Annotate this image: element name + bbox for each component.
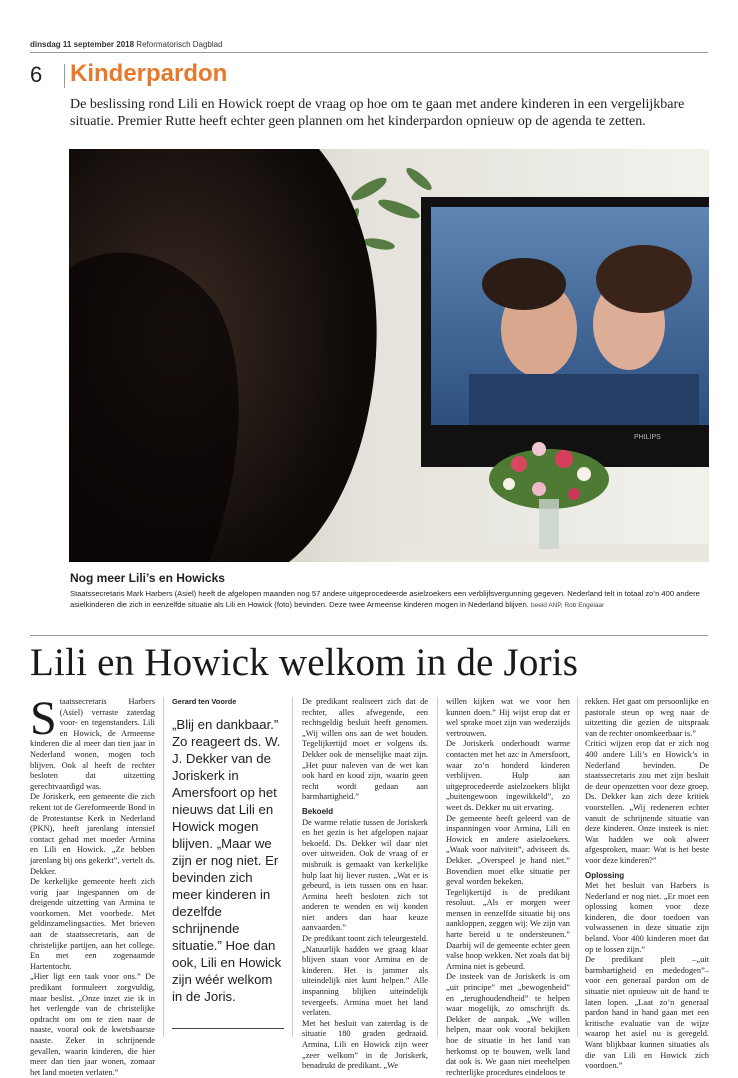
caption-text: Staatssecretaris Mark Harbers (Asiel) heeft de afgelopen maanden nog 57 andere uitgeprocedeerde asielzoekers een verblijfsvergunning gegeven. Nederland telt in totaal zo’n 400 andere asielkinderen die zich in eenzelfde situatie als Lili en Howick (foto) bevinden. Deze twee Armeense kinderen mogen in Nederland blijven. [70,589,700,609]
quote-rule [172,1028,284,1029]
body-paragraph: Met het besluit van Harbers is Nederland er nog niet. „Er moet een oplossing komen voor deze kinderen, die door toedoen van volwassenen in deze situatie zijn beland. Voor 400 kinderen moet dat op te lossen zijn.” [585,881,709,954]
column-divider [577,697,578,1037]
body-paragraph [30,692,155,792]
masthead [30,40,708,49]
subhead: Bekoeld [302,806,334,816]
masthead-date: dinsdag 11 september 2018 [30,40,135,49]
masthead-paper: Reformatorisch Dagblad [136,40,223,49]
article-column-2 [172,697,284,1005]
byline: Gerard ten Voorde [172,697,237,706]
article-column-1 [30,692,155,1078]
section-divider [64,64,65,88]
article-column-5 [585,697,709,1072]
top-rule [30,52,708,53]
body-paragraph: De predikant pleit –„uit barmhartigheid en mededogen”– voor een generaal pardon om de situatie niet opnieuw uit de hand te laten lopen. „Laat zo’n generaal pardon hand in hand gaan met een kritische evaluatie van de wijze waarop het asiel nu is geregeld. Want blijkbaar kunnen situaties als die van Lili en Howick zich voordoen.” [585,955,709,1071]
body-paragraph: De gemeente heeft geleerd van de inspanningen voor Armina, Lili en Howick en andere asielzoekers. „Waak voor naïviteit”, adviseert ds. Dekker. „Overspeel je hand niet.” Bovendien moet elke situatie per geval worden bekeken. [446,813,570,887]
article-column-3 [302,697,428,1072]
lead-quote: „Blij en dankbaar.” Zo reageert ds. W. J. Dekker van de Joriskerk in Amersfoort op het nieuws dat Lili en Howick mogen blijven. „Maar we zijn er nog niet. Er bevinden zich meer kinderen in dezelfde schrijnende situatie.” Hoe dan ook, Lili en Howick zijn wéér welkom in de Joris. [172,716,282,1004]
drop-cap: S [30,692,57,745]
news-photo [69,149,709,562]
body-paragraph: „Hier ligt een taak voor ons.” De predikant formuleert zorgvuldig, maar beslist. „Onze inzet zie ik in het verlengde van de christelijke opdracht om om te zien naar de naaste, vooral ook de kwetsbaarste naaste. Zeker in schrijnende gevallen, waarin kinderen, die hier meer dan tien jaar wonen, zomaar het land moeten verlaten.” [30,972,155,1077]
body-paragraph: De Joriskerk, een gemeente die zich rekent tot de Gereformeerde Bond in de Protestantse Kerk in Nederland (PKN), heeft jarenlang intensief contact gehad met moeder Armina en Lili en Howick. „Ze hebben jarenlang bij ons gekerkt”, vertelt ds. Dekker. [30,792,155,876]
body-paragraph: Met het besluit van zaterdag is de situatie 180 graden gedraaid. Armina, Lili en Howick zijn weer „zeer welkom” in de Joriskerk, benadrukt de predikant. „We [302,1018,428,1071]
headline-rule [30,635,708,636]
body-paragraph: De predikant realiseert zich dat de rechter, alles afwegende, een rechtsgeldig besluit heeft genomen. „Wij willen ons aan de wet houden. Tegelijkertijd moet er volgens ds. Dekker ook de menselijke maat zijn. „Het puur naleven van de wet kan ook hard en koud zijn, waarin geen recht wordt gedaan aan barmhartigheid.” [302,697,428,802]
photo-credit: beeld ANP, Rob Engelaar [530,602,605,609]
caption-title: Nog meer Lili’s en Howicks [70,571,225,585]
article-column-4 [446,697,570,1078]
body-paragraph: De insteek van de Joriskerk is om „uit principe” met „bewogenheid” en „terughoudendheid” te helpen waar mogelijk, zo omschrijft ds. Dekker de aanpak. „We willen helpen, maar ook vooral bekijken hoe de situatie in het land van herkomst op te bouwen, welk land dat ook is. We gaan niet meehelpen rechterlijke procedures eindeloos te [446,972,570,1077]
column-divider [292,697,293,1037]
tv-brand: PHILIPS [634,434,661,441]
article-headline: Lili en Howick welkom in de Joris [30,641,579,684]
body-paragraph: De Joriskerk onderhoudt warme contacten met het azc in Amersfoort, waar zo’n honderd kinderen verblijven. Hulp aan uitgeprocedeerde asielzoekers blijkt „buitengewoon ingewikkeld”, zo weet ds. Dekker nu uit ervaring. [446,739,570,812]
body-text: taatssecretaris Harbers (Asiel) verraste zaterdag voor- en tegenstanders. Lili en Howick, de Armeense kinderen die al meer dan tien jaar in Nederland wonen, mogen toch blijven. Ook al heeft de rechter besloten dat uitzetting gerechtvaardigd was. [30,697,155,791]
page-number: 6 [30,62,43,87]
subhead: Oplossing [585,870,625,880]
intro-text: De beslissing rond Lili en Howick roept de vraag op hoe om te gaan met andere kinderen in een vergelijkbare situatie. Premier Rutte heeft echter geen plannen om het kinderpardon opnieuw op de agenda te zetten. [70,97,685,129]
column-divider [437,697,438,1037]
section-title: Kinderpardon [70,60,228,87]
photo-caption [70,588,710,611]
photo-illustration [69,149,709,562]
body-paragraph: willen kijken wat we voor hen kunnen doen.” Hij wijst erop dat er wel sprake moet zijn van wederzijds vertrouwen. [446,697,570,738]
body-paragraph: Critici wijzen erop dat er zich nog 400 andere Lili’s en Howick’s in Nederland bevinden. De staatssecretaris zou met zijn besluit de deur openzetten voor deze groep. Ds. Dekker kan zich deze kritiek voorstellen. „Wij redeneren echter vanuit de schrijnende situatie van deze kinderen. Onze insteek is niet: Wat hadden we ook alweer afgesproken, maar: Wat is het beste voor deze kinderen?” [585,739,709,865]
body-paragraph: De warme relatie tussen de Joriskerk en het gezin is het afgelopen najaar bekoeld. Ds. Dekker wil daar niet over uitweiden. Ook de vraag of er misbruik is gemaakt van kerkelijke hulp laat hij liever rusten. „Wat er is gebeurd, is iets tussen ons en haar. Armina heeft besloten zich tot anderen te wenden en wij konden niet anders dan haar keuze aanvaarden.” [302,817,428,933]
body-paragraph: Tegelijkertijd is de predikant resoluut. „Als er morgen weer mensen in eenzelfde situatie bij ons aankloppen, zeggen wij: We zijn van harte bereid u te ondersteunen.” Daarbij wil de gemeente echter geen valse hoop wekken. Net zoals dat bij Armina niet is gebeurd. [446,887,570,971]
body-paragraph: De predikant toont zich teleurgesteld. „Natuurlijk hadden we graag klaar blijven staan voor Armina en de kinderen. Het is jammer als uiteindelijk niet kunt helpen.” Alle inspanning blijken uiteindelijk tevergeefs. Armina moet het land verlaten. [302,934,428,1018]
column-divider [163,697,164,1037]
body-paragraph: rekken. Het gaat om persoonlijke en pastorale steun op weg naar de uitzetting die gezien de uitspraak van de rechter onomkeerbaar is.” [585,697,709,738]
body-paragraph: De kerkelijke gemeente heeft zich vorig jaar ingespannen om de dreigende uitzetting van Armina te voorkomen. Met voorbede. Met geldinzamelingsacties. Met brieven aan de staatssecretaris, aan de christelijke partijen, aan het college. En met een zogenaamde Hartentocht. [30,877,155,971]
